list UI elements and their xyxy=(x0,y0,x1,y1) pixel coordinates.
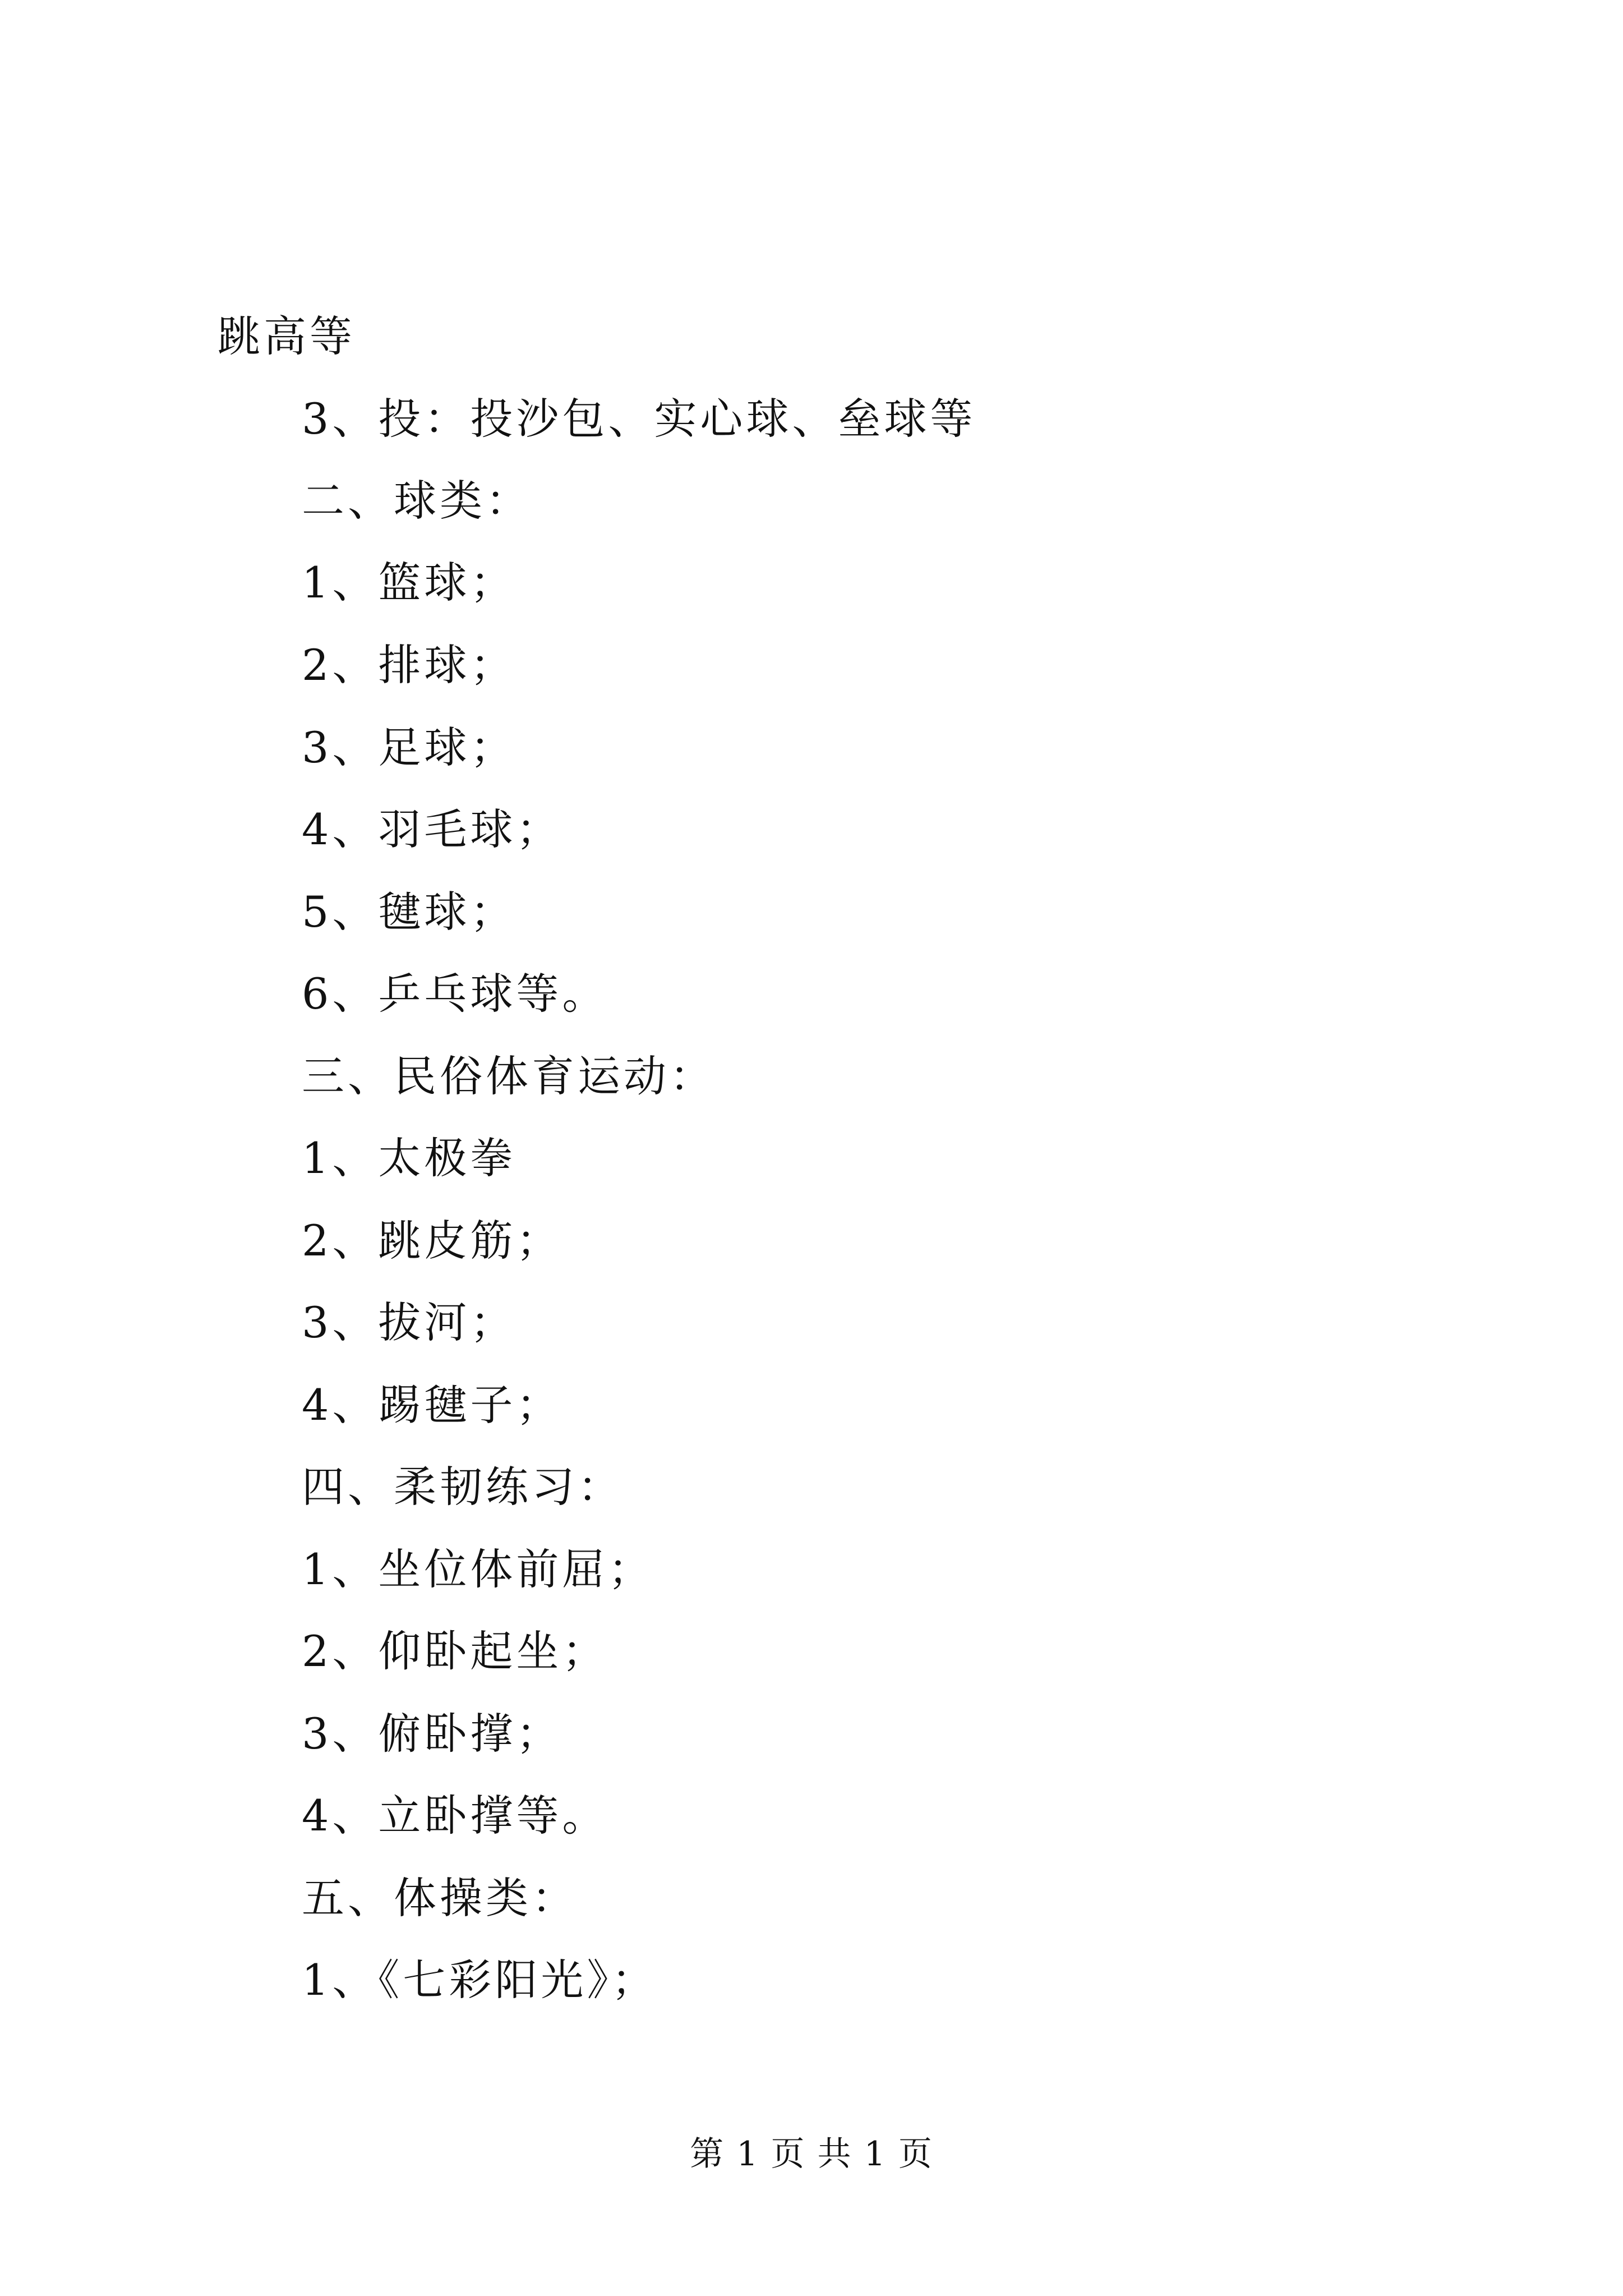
list-item: 4、羽毛球； xyxy=(302,804,562,854)
list-item: 5、毽球； xyxy=(302,887,517,937)
section-heading: 二、球类： xyxy=(302,476,532,526)
list-item: 1、篮球； xyxy=(302,558,517,608)
text-line: 3、投：投沙包、实心球、垒球等 xyxy=(302,394,976,444)
page-footer: 第 1 页 共 1 页 xyxy=(690,2134,933,2174)
list-item: 2、排球； xyxy=(302,640,517,690)
list-item: 2、仰卧起坐； xyxy=(302,1626,608,1676)
list-item: 1、《七彩阳光》； xyxy=(302,1955,658,2005)
list-item: 3、拔河； xyxy=(302,1297,517,1347)
list-item: 4、立卧撑等。 xyxy=(302,1791,608,1841)
list-item: 2、跳皮筋； xyxy=(302,1216,562,1266)
list-item: 3、俯卧撑； xyxy=(302,1709,562,1759)
list-item: 1、坐位体前屈； xyxy=(302,1544,654,1594)
section-heading: 五、体操类： xyxy=(302,1873,578,1923)
section-heading: 三、民俗体育运动： xyxy=(302,1051,716,1101)
list-item: 3、足球； xyxy=(302,723,517,772)
list-item: 4、踢毽子； xyxy=(302,1380,562,1430)
section-heading: 四、柔韧练习： xyxy=(302,1462,624,1512)
list-item: 1、太极拳 xyxy=(302,1133,517,1183)
list-item: 6、乒乓球等。 xyxy=(302,969,608,1019)
text-line: 跳高等 xyxy=(218,311,356,361)
